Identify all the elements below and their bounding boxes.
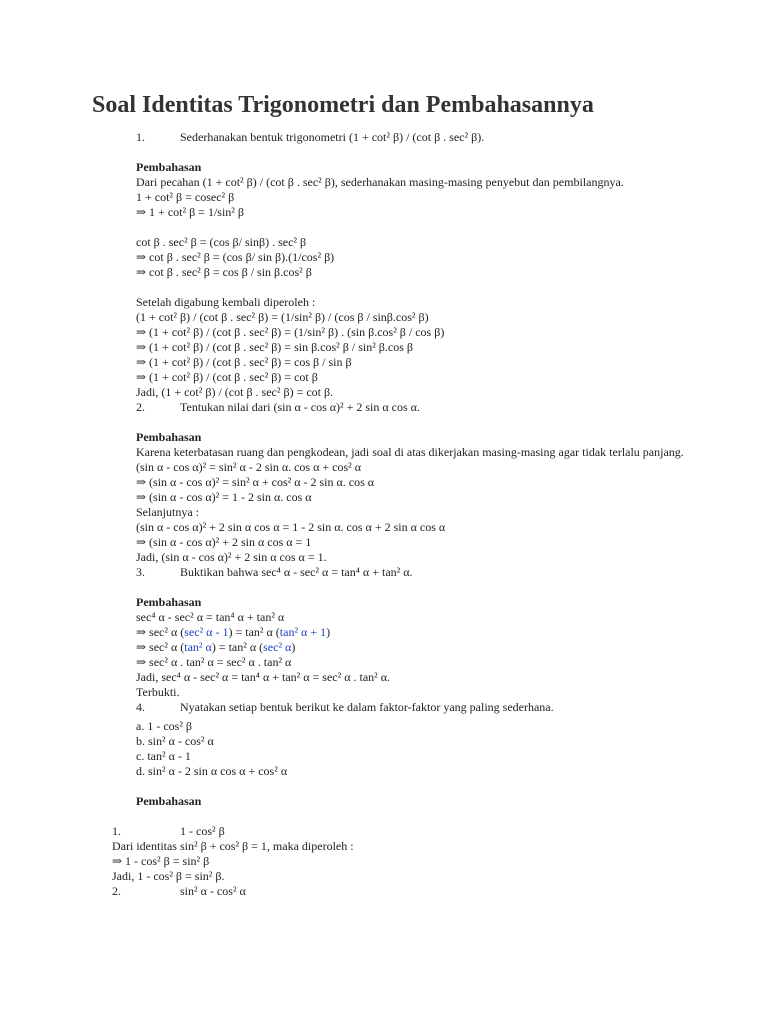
- list-item: c. tan² α - 1: [136, 749, 191, 763]
- highlighted-term: sec² α: [263, 640, 292, 654]
- solution-line: ⇒ 1 + cot² β = 1/sin² β: [136, 205, 244, 219]
- solution-line: 1 + cot² β = cosec² β: [136, 190, 235, 204]
- solution-line: ⇒ (1 + cot² β) / (cot β . sec² β) = (1/sin² β) . (sin β.cos² β / cos β): [136, 325, 445, 339]
- solution-line: Jadi, sec⁴ α - sec² α = tan⁴ α + tan² α = sec² α . tan² α.: [136, 670, 391, 684]
- solution-line: Jadi, (1 + cot² β) / (cot β . sec² β) = cot β.: [136, 385, 334, 399]
- math-text: ⇒ sec² α (: [136, 625, 185, 639]
- solution-steps: [112, 824, 712, 899]
- solution-heading-2: Pembahasan: [136, 430, 202, 444]
- solution-line: (sin α - cos α)² + 2 sin α cos α = 1 - 2 sin α. cos α + 2 sin α cos α: [136, 520, 446, 534]
- solution-line: Dari identitas sin² β + cos² β = 1, maka diperoleh :: [112, 839, 354, 853]
- solution-line: [136, 625, 736, 640]
- solution-intro: Karena keterbatasan ruang dan pengkodean, jadi soal di atas dikerjakan masing-masing agar tidak terlalu panjang.: [136, 445, 684, 459]
- solution-line: Dari pecahan (1 + cot² β) / (cot β . sec² β), sederhanakan masing-masing penyebut dan pembilangnya.: [136, 175, 624, 189]
- solution-line: Jadi, 1 - cos² β = sin² β.: [112, 869, 225, 883]
- math-text: ) = tan² α (: [228, 625, 280, 639]
- step-text: sin² α - cos² α: [180, 884, 246, 898]
- solution-heading-3: Pembahasan: [136, 595, 202, 609]
- question-text: Nyatakan setiap bentuk berikut ke dalam faktor-faktor yang paling sederhana.: [180, 700, 554, 714]
- solution-line: ⇒ (sin α - cos α)² + 2 sin α cos α = 1: [136, 535, 312, 549]
- highlighted-term: sec² α - 1: [184, 625, 229, 639]
- question-number: 3.: [136, 565, 145, 579]
- question-3: [136, 565, 736, 580]
- solution-line: ⇒ cot β . sec² β = cos β / sin β.cos² β: [136, 265, 312, 279]
- highlighted-term: tan² α: [184, 640, 212, 654]
- list-item: b. sin² α - cos² α: [136, 734, 214, 748]
- solution-line: ⇒ 1 - cos² β = sin² β: [112, 854, 210, 868]
- solution-heading-1: Pembahasan: [136, 160, 202, 174]
- solution-line: [136, 640, 736, 655]
- solution-line: Jadi, (sin α - cos α)² + 2 sin α cos α = 1.: [136, 550, 327, 564]
- math-text: ) = tan² α (: [211, 640, 264, 654]
- step-number: 1.: [112, 824, 121, 838]
- question-text: Tentukan nilai dari (sin α - cos α)² + 2 sin α cos α.: [180, 400, 420, 414]
- solution-line: (sin α - cos α)² = sin² α - 2 sin α. cos α + cos² α: [136, 460, 362, 474]
- solution-line: Terbukti.: [136, 685, 180, 699]
- math-text: ): [291, 640, 296, 654]
- solution-heading-4: Pembahasan: [136, 794, 202, 808]
- solution-line: ⇒ cot β . sec² β = (cos β/ sin β).(1/cos² β): [136, 250, 335, 264]
- solution-line: cot β . sec² β = (cos β/ sinβ) . sec² β: [136, 235, 307, 249]
- document-body: [112, 130, 736, 899]
- question-text: Sederhanakan bentuk trigonometri (1 + cot² β) / (cot β . sec² β).: [180, 130, 485, 144]
- list-item: d. sin² α - 2 sin α cos α + cos² α: [136, 764, 288, 778]
- question-2: [136, 400, 736, 415]
- solution-step-2: [112, 884, 712, 899]
- highlighted-term: tan² α + 1: [279, 625, 327, 639]
- solution-line: ⇒ (1 + cot² β) / (cot β . sec² β) = sin β.cos² β / sin² β.cos β: [136, 340, 414, 354]
- question-number: 4.: [136, 700, 145, 714]
- question-1: [136, 130, 736, 145]
- solution-line: ⇒ (1 + cot² β) / (cot β . sec² β) = cos β / sin β: [136, 355, 352, 369]
- solution-step-1: [112, 824, 712, 839]
- solution-line: ⇒ sec² α . tan² α = sec² α . tan² α: [136, 655, 292, 669]
- step-text: 1 - cos² β: [180, 824, 225, 838]
- step-number: 2.: [112, 884, 121, 898]
- solution-line: ⇒ (sin α - cos α)² = 1 - 2 sin α. cos α: [136, 490, 312, 504]
- solution-line: (1 + cot² β) / (cot β . sec² β) = (1/sin² β) / (cos β / sinβ.cos² β): [136, 310, 429, 324]
- solution-line: ⇒ (1 + cot² β) / (cot β . sec² β) = cot β: [136, 370, 318, 384]
- solution-line: sec⁴ α - sec² α = tan⁴ α + tan² α: [136, 610, 285, 624]
- question-number: 1.: [136, 130, 145, 144]
- list-item: a. 1 - cos² β: [136, 719, 193, 733]
- solution-line: Selanjutnya :: [136, 505, 199, 519]
- math-text: ⇒ sec² α (: [136, 640, 185, 654]
- question-text: Buktikan bahwa sec⁴ α - sec² α = tan⁴ α + tan² α.: [180, 565, 413, 579]
- solution-line: Setelah digabung kembali diperoleh :: [136, 295, 316, 309]
- page-title: Soal Identitas Trigonometri dan Pembahasannya: [92, 92, 594, 118]
- math-text: ): [326, 625, 331, 639]
- question-4: [136, 700, 736, 715]
- question-number: 2.: [136, 400, 145, 414]
- solution-line: ⇒ (sin α - cos α)² = sin² α + cos² α - 2 sin α. cos α: [136, 475, 375, 489]
